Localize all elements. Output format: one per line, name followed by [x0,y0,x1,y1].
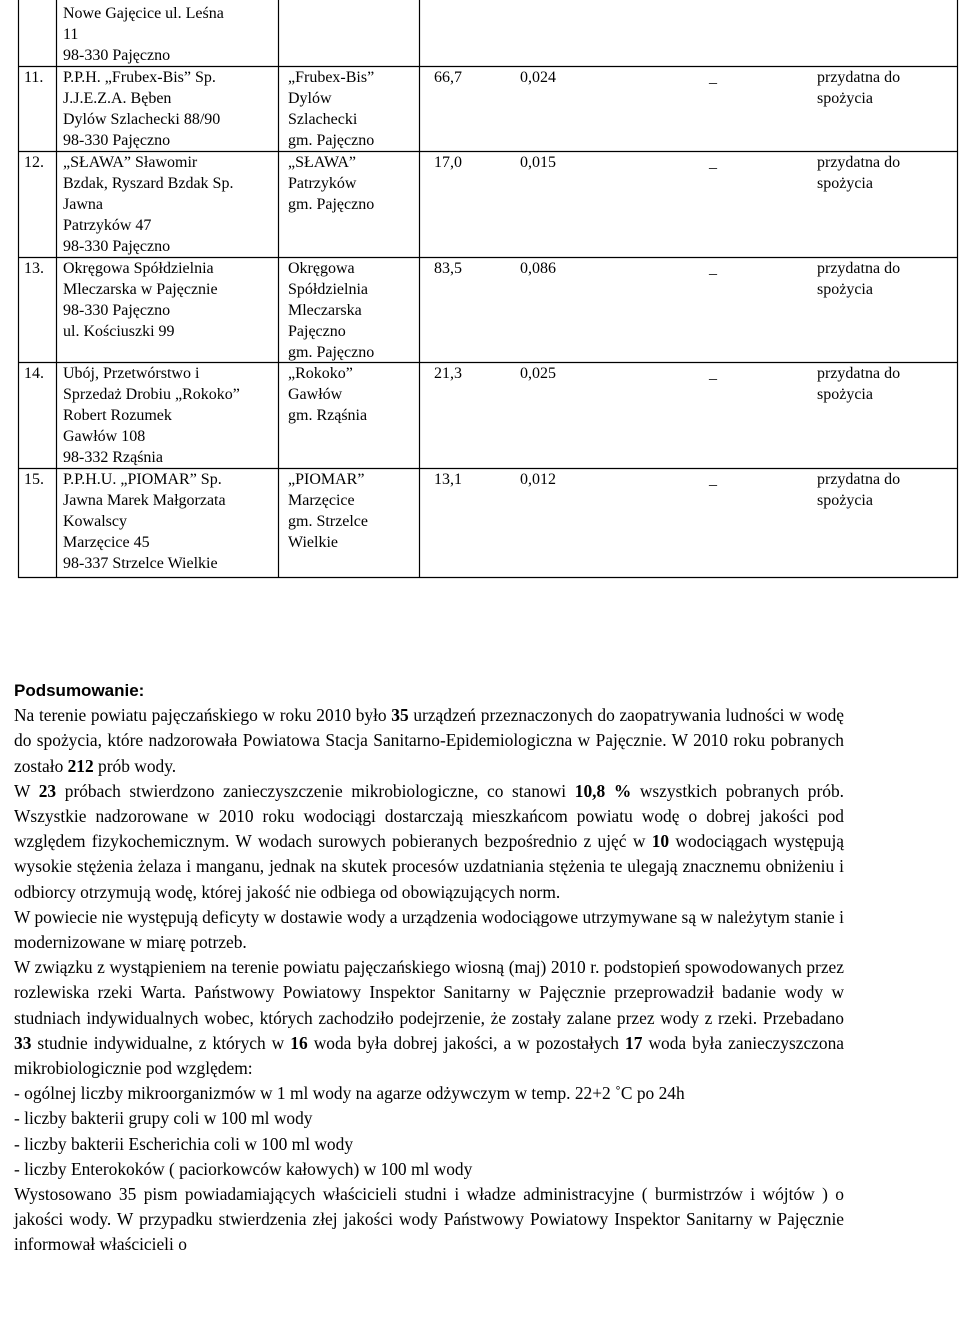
bold-number: 35 [391,705,409,726]
row-number: 11. [24,69,44,86]
name-line: 98-330 Pajęczno [63,132,171,149]
water-source [288,67,418,151]
text-span: Na terenie powiatu pajęczańskiego w roku 2010 było [14,705,392,726]
name-line: ul. Kościuszki 99 [63,323,175,340]
name-line: Sprzedaż Drobiu „Rokoko” [63,386,240,403]
assessment-line: przydatna do [817,154,901,171]
name-line: P.P.H.U. „PIOMAR” Sp. [63,471,222,488]
name-line: Marzęcice 45 [63,534,150,551]
assessment [817,152,937,194]
assessment-line: spożycia [817,281,873,298]
bold-number: 17 [625,1032,643,1053]
summary-paragraph [14,955,844,1081]
bold-number: 16 [290,1032,308,1053]
source-line: gm. Pajęczno [288,344,375,361]
name-line: Gawłów 108 [63,428,146,445]
text-span: studnie indywidualne, z których w [31,1032,291,1053]
name-line: P.P.H. „Frubex-Bis” Sp. [63,69,216,86]
value-3: _ [709,154,717,171]
entity-name [63,363,268,468]
assessment-line: przydatna do [817,69,901,86]
source-line: Pajęczno [288,323,346,340]
source-line: gm. Pajęczno [288,132,375,149]
value-3: _ [709,471,717,488]
source-line: Marzęcice [288,492,355,509]
value-2: 0,012 [520,471,556,488]
list-item: - liczby bakterii grupy coli w 100 ml wody [14,1108,313,1129]
name-line: 98-330 Pajęczno [63,302,171,319]
bold-number: 212 [67,755,94,776]
source-line: „PIOMAR” [288,471,365,488]
table-row [0,469,960,577]
assessment [817,67,937,109]
source-line: gm. Rząśnia [288,407,368,424]
name-line: Mleczarska w Pajęcznie [63,281,218,298]
name-line: Nowe Gajęcice ul. Leśna [63,5,224,22]
assessment-line: spożycia [817,492,873,509]
text-span: W związku z wystąpieniem na terenie powiatu pajęczańskiego wiosną (maj) 2010 r. podstopień spowodowanych przez rozlewiska rzeki Warta. Państwowy Powiatowy Inspektor Sanitarny w Pajęcznie przeprowadził badanie wody w studniach indywidualnych wobec, których zachodziło podejrzenie, że zostały zalane przez wody z rzeki. Przebadano [14,957,844,1028]
list-item: - ogólnej liczby mikroorganizmów w 1 ml wody na agarze odżywczym w temp. 22+2 ˚C po 24h [14,1083,685,1104]
entity-name [63,469,268,574]
value-2: 0,024 [520,69,556,86]
row-number: 14. [24,365,44,382]
assessment [817,469,937,511]
source-line: Okręgowa [288,260,355,277]
assessment [817,258,937,300]
bold-number: 10,8 % [574,780,632,801]
source-line: Wielkie [288,534,338,551]
source-line: Dylów [288,90,332,107]
value-3: _ [709,69,717,86]
source-line: Gawłów [288,386,343,403]
text-span: urządzeń przeznaczonych do zaopatrywania ludności w wodę do spożycia, które nadzorowała Powiatowa Stacja Sanitarno-Epidemiologiczna w Pajęcznie. W 2010 roku pobranych zostało [14,705,844,776]
water-source [288,152,418,215]
name-line: Jawna Marek Małgorzata [63,492,226,509]
entity-name [63,67,268,151]
row-number: 15. [24,471,44,488]
name-line: Patrzyków 47 [63,217,152,234]
text-span: prób wody. [93,755,177,776]
value-1: 17,0 [434,154,462,171]
source-line: gm. Pajęczno [288,196,375,213]
source-line: Patrzyków [288,175,357,192]
water-source [288,363,418,426]
name-line: Bzdak, Ryszard Bzdak Sp. [63,175,234,192]
value-2: 0,015 [520,154,556,171]
water-source [288,258,418,363]
row-number: 13. [24,260,44,277]
name-line: Robert Rozumek [63,407,172,424]
entity-name [63,3,268,66]
water-source [288,469,418,553]
value-1: 13,1 [434,471,462,488]
name-line: Dylów Szlachecki 88/90 [63,111,221,128]
table-row [0,152,960,257]
source-line: „SŁAWA” [288,154,357,171]
summary-paragraph: Wystosowano 35 pism powiadamiających właścicieli studni i władze administracyjne ( burmistrzów i wójtów ) o jakości wody. W przypadku stwierdzenia złej jakości wody Państwowy Powiatowy Inspektor Sanitarny w Pajęcznie informował właścicieli o [14,1184,844,1255]
value-1: 66,7 [434,69,462,86]
text-span: woda była zanieczyszczona mikrobiologicznie pod względem: [14,1032,844,1079]
text-span: próbach stwierdzono zanieczyszczenie mikrobiologiczne, co stanowi [56,780,575,801]
assessment-line: spożycia [817,175,873,192]
assessment-line: spożycia [817,90,873,107]
name-line: 98-330 Pajęczno [63,47,171,64]
name-line: J.J.E.Z.A. Bęben [63,90,172,107]
source-line: Szlachecki [288,111,358,128]
summary-paragraph [14,703,844,779]
name-line: Jawna [63,196,103,213]
summary-section [14,678,844,1258]
name-line: Okręgowa Spółdzielnia [63,260,214,277]
summary-paragraph: W powiecie nie występują deficyty w dostawie wody a urządzenia wodociągowe utrzymywane są w należytym stanie i modernizowane w miarę potrzeb. [14,906,844,953]
table-row-continued [0,3,960,63]
name-line: „SŁAWA” Sławomir [63,154,198,171]
entity-name [63,152,268,257]
source-line: Spółdzielnia [288,281,368,298]
text-span: wodociągach występują wysokie stężenia żelaza i manganu, jednak na skutek procesów uzdatniania stężenia te ulegają znacznemu obniżeniu i odbiorcy otrzymują wodę, której jakość nie odbiega od obowiązujących norm. [14,831,844,902]
assessment-line: spożycia [817,386,873,403]
assessment-line: przydatna do [817,471,901,488]
value-2: 0,025 [520,365,556,382]
table-row [0,258,960,362]
name-line: 98-337 Strzelce Wielkie [63,555,218,572]
assessment-line: przydatna do [817,365,901,382]
text-span: wszystkich pobranych prób. Wszystkie nadzorowane w 2010 roku wodociągi dostarczają mieszkańcom powiatu wodę o dobrej jakości pod względem fizykochemicznym. W wodach surowych pobieranych bezpośrednio z ujęć w [14,780,845,852]
value-3: _ [709,365,717,382]
bold-number: 33 [14,1032,32,1053]
value-2: 0,086 [520,260,556,277]
source-line: Mleczarska [288,302,362,319]
name-line: Ubój, Przetwórstwo i [63,365,200,382]
value-1: 21,3 [434,365,462,382]
list-item: - liczby Enterokoków ( paciorkowców kałowych) w 100 ml wody [14,1158,473,1179]
value-1: 83,5 [434,260,462,277]
table-row [0,363,960,468]
assessment [817,363,937,405]
bold-number: 23 [38,780,57,801]
bold-number: 10 [651,831,670,852]
summary-paragraph [14,779,844,905]
entity-name [63,258,268,342]
text-span: woda była dobrej jakości, a w pozostałych [307,1032,626,1053]
list-item: - liczby bakterii Escherichia coli w 100 ml wody [14,1133,354,1154]
value-3: _ [709,260,717,277]
table-row [0,67,960,151]
name-line: 11 [63,26,79,43]
source-line: gm. Strzelce [288,513,368,530]
text-span: W [14,780,39,801]
row-number: 12. [24,154,44,171]
summary-heading: Podsumowanie: [14,681,145,700]
name-line: Kowalscy [63,513,127,530]
source-line: „Rokoko” [288,365,353,382]
name-line: 98-330 Pajęczno [63,238,171,255]
name-line: 98-332 Rząśnia [63,449,163,466]
assessment-line: przydatna do [817,260,901,277]
source-line: „Frubex-Bis” [288,69,375,86]
